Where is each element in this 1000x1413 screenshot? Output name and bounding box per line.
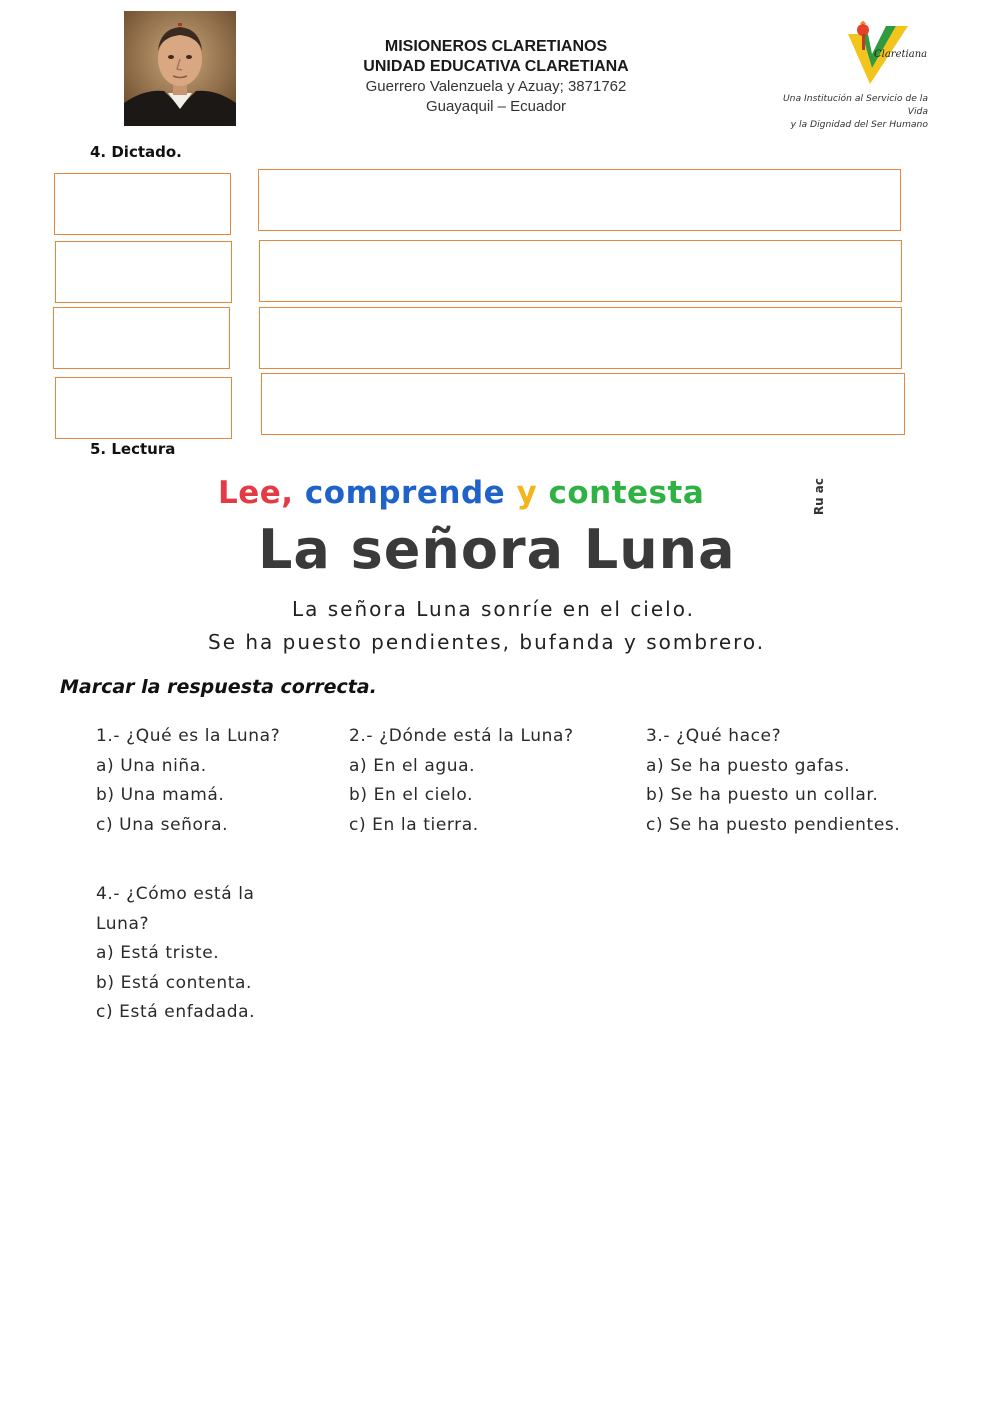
dictation-word-box[interactable] <box>55 377 232 439</box>
answer-option[interactable]: a) Se ha puesto gafas. <box>646 755 851 776</box>
dictation-sentence-box[interactable] <box>259 307 902 369</box>
question-4 <box>96 880 296 1028</box>
answer-option[interactable]: c) Una señora. <box>96 814 229 835</box>
banner-word-y: y <box>516 475 538 511</box>
answer-option[interactable]: c) En la tierra. <box>349 814 479 835</box>
dictation-word-box[interactable] <box>55 241 232 303</box>
dictation-sentence-box[interactable] <box>261 373 905 435</box>
question-3 <box>646 722 900 840</box>
dictation-word-box[interactable] <box>54 173 231 235</box>
answer-option[interactable]: b) Está contenta. <box>96 972 253 993</box>
school-city: Guayaquil – Ecuador <box>425 98 567 115</box>
banner-word-lee: Lee, <box>218 475 294 511</box>
school-header <box>296 37 696 117</box>
reading-title: 5. Lectura <box>90 440 176 458</box>
order-name: MISIONEROS CLARETIANOS <box>384 38 608 55</box>
logo-wordmark: Claretiana <box>874 49 928 60</box>
answer-option[interactable]: b) En el cielo. <box>349 785 474 805</box>
dictation-title: 4. Dictado. <box>90 143 182 161</box>
banner-word-contesta: contesta <box>548 475 705 511</box>
question-text: 3.- ¿Qué hace? <box>646 726 782 746</box>
question-text: 1.- ¿Qué es la Luna? <box>96 726 281 746</box>
answer-option[interactable]: c) Está enfadada. <box>96 1002 256 1022</box>
question-text: 2.- ¿Dónde está la Luna? <box>349 726 574 746</box>
reading-banner <box>218 475 704 511</box>
answer-option[interactable]: a) Está triste. <box>96 943 220 963</box>
quiz-instruction: Marcar la respuesta correcta. <box>60 676 377 698</box>
story-title: La señora Luna <box>258 518 736 581</box>
dictation-word-box[interactable] <box>53 307 230 369</box>
answer-option[interactable]: c) Se ha puesto pendientes. <box>646 814 901 835</box>
story-line: Se ha puesto pendientes, bufanda y sombrero. <box>208 630 766 654</box>
claretiana-logo <box>838 20 928 92</box>
banner-word-comprende: comprende <box>304 475 506 511</box>
answer-option[interactable]: a) Una niña. <box>96 755 207 776</box>
question-1 <box>96 722 280 840</box>
dictation-sentence-box[interactable] <box>258 169 901 231</box>
dictation-sentence-box[interactable] <box>259 240 902 302</box>
question-2 <box>349 722 574 840</box>
founder-portrait <box>124 11 236 126</box>
answer-option[interactable]: b) Se ha puesto un collar. <box>646 785 879 805</box>
story-line: La señora Luna sonríe en el cielo. <box>292 597 695 621</box>
author-credit: Ru ac <box>812 478 826 516</box>
school-name: UNIDAD EDUCATIVA CLARETIANA <box>363 58 629 75</box>
school-motto: Una Institución al Servicio de la Vida y la Dignidad del Ser Humano <box>782 93 928 130</box>
school-address: Guerrero Valenzuela y Azuay; 3871762 <box>365 78 627 95</box>
answer-option[interactable]: a) En el agua. <box>349 755 476 776</box>
question-text: 4.- ¿Cómo está la Luna? <box>96 884 255 934</box>
answer-option[interactable]: b) Una mamá. <box>96 785 225 805</box>
